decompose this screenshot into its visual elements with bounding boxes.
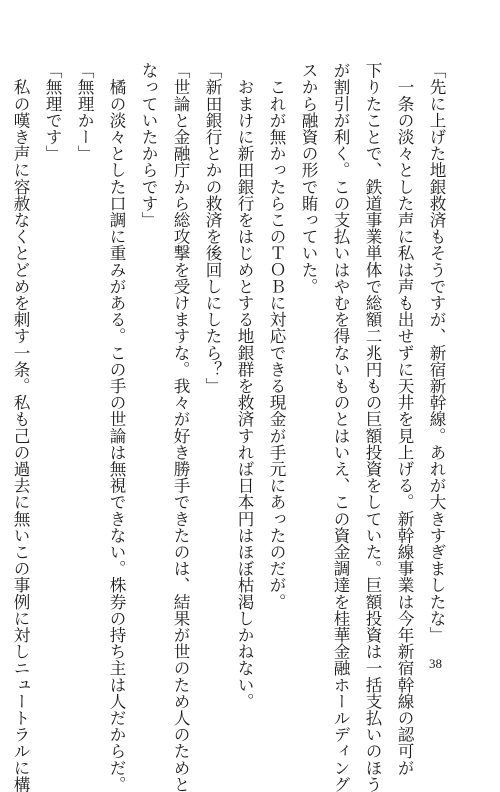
text-line: 私の嘆き声に容赦なくとどめを刺す一条。私も己の過去に無いこの事例に対しニュートラルに構 <box>11 62 30 792</box>
text-line: 一条の淡々とした声に私は声も出せずに天井を見上げる。新幹線事業は今年新宿幹線の認可が <box>395 62 414 776</box>
text-line: これが無かったらこのＴＯＢに対応できる現金が手元にあったのだが。 <box>267 62 286 610</box>
text-line: 橘の淡々とした口調に重みがある。この手の世論は無視できない。株券の持ち主は人だからだ。 <box>107 62 126 792</box>
text-line: 「先に上げた地銀救済もそうですが、新宿新幹線。あれが大きすぎましたな」 <box>427 62 446 643</box>
text-line: 「無理です」 <box>43 62 62 162</box>
text-line: スから融資の形で賄っていた。 <box>299 62 318 295</box>
text-line <box>0 62 4 662</box>
text-line: 「無理かー」 <box>75 62 94 162</box>
text-line: 「世論と金融庁から総攻撃を受けますな。我々が好き勝手できたのは、結果が世のため人のためと <box>171 62 190 792</box>
text-line: 下りたことで、鉄道事業単体で総額二兆円もの巨額投資をしていた。巨額投資は一括支払いのほう <box>363 62 382 792</box>
text-line: が割引が利く。この支払いはやむを得ないものとはいえ、この資金調達を桂華金融ホールディング <box>331 62 350 792</box>
text-line: おまけに新田銀行をはじめとする地銀群を救済すれば日本円はほぼ枯渇しかねない。 <box>235 62 254 710</box>
page-number: 38 <box>429 656 442 671</box>
text-line: なっていたからです」 <box>139 62 158 228</box>
text-line: 「新田銀行とかの救済を後回しにしたら？」 <box>203 62 222 394</box>
